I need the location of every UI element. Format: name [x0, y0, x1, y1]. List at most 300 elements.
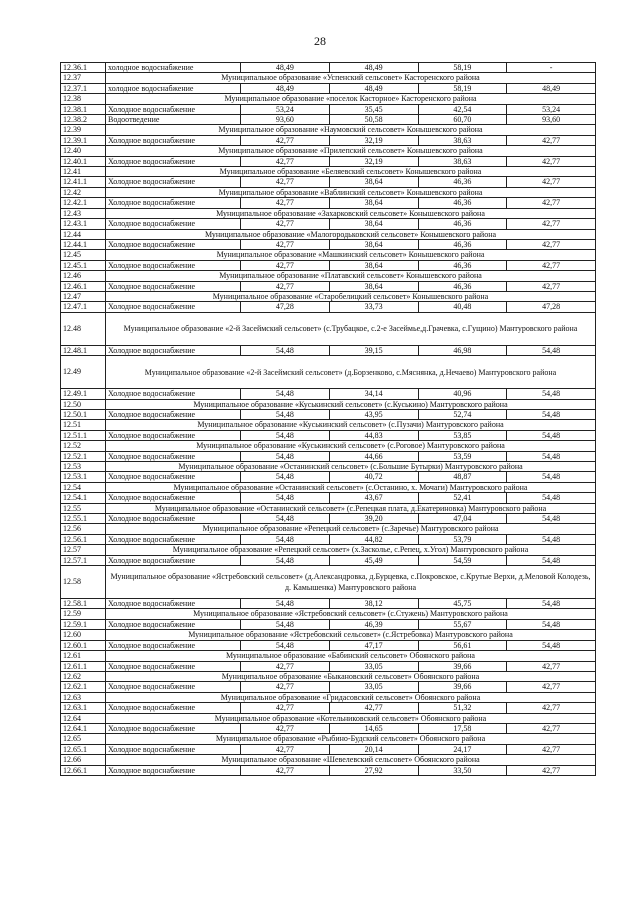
service-name: Холодное водоснабжение [106, 514, 241, 524]
service-row [61, 177, 596, 187]
tariff-value: 42,77 [241, 219, 330, 229]
tariff-table [60, 62, 596, 776]
tariff-value: 48,49 [329, 83, 418, 93]
tariff-value: 55,67 [418, 619, 507, 629]
service-row [61, 661, 596, 671]
row-number: 12.53 [61, 462, 106, 472]
service-row [61, 534, 596, 544]
row-number: 12.39 [61, 125, 106, 135]
row-number: 12.51.1 [61, 430, 106, 440]
service-name: Холодное водоснабжение [106, 472, 241, 482]
service-name: Холодное водоснабжение [106, 219, 241, 229]
row-number: 12.50.1 [61, 409, 106, 419]
service-row [61, 765, 596, 775]
page-number: 28 [314, 34, 326, 48]
service-row [61, 703, 596, 713]
service-row [61, 493, 596, 503]
tariff-value: 39,66 [418, 661, 507, 671]
service-name: Холодное водоснабжение [106, 409, 241, 419]
service-name: Холодное водоснабжение [106, 345, 241, 355]
tariff-value: 56,61 [418, 640, 507, 650]
tariff-value: 39,66 [418, 682, 507, 692]
service-name: Холодное водоснабжение [106, 640, 241, 650]
tariff-value: 54,48 [241, 472, 330, 482]
tariff-value: 48,49 [507, 83, 596, 93]
tariff-value: 39,15 [329, 345, 418, 355]
tariff-value: 42,77 [507, 239, 596, 249]
tariff-value: 43,67 [329, 493, 418, 503]
service-name: Холодное водоснабжение [106, 703, 241, 713]
municipality-header-row [61, 73, 596, 83]
tariff-value: 42,77 [241, 682, 330, 692]
tariff-value: 54,48 [507, 619, 596, 629]
row-number: 12.55.1 [61, 514, 106, 524]
tariff-value: 54,48 [241, 514, 330, 524]
tariff-value: 34,14 [329, 389, 418, 399]
municipality-header-row [61, 94, 596, 104]
municipality-title: Муниципальное образование «Репецкий сельсовет» (с.Заречье) Мантуровского района [106, 524, 596, 534]
service-row [61, 640, 596, 650]
municipality-title: Муниципальное образование «Куськинский сельсовет» (с.Роговое) Мантуровского района [106, 441, 596, 451]
service-name: Холодное водоснабжение [106, 765, 241, 775]
tariff-value: 42,77 [507, 281, 596, 291]
tariff-value: 42,77 [507, 177, 596, 187]
municipality-title: Муниципальное образование «2-й Засеймский сельсовет» (с.Трубацкое, с.2-е Засеймье,д.Грачевка, с.Гущино) Мантуровского района [106, 312, 596, 345]
tariff-value: 38,64 [329, 219, 418, 229]
service-name: Холодное водоснабжение [106, 619, 241, 629]
row-number: 12.44.1 [61, 239, 106, 249]
service-row [61, 302, 596, 312]
tariff-value: 45,75 [418, 599, 507, 609]
row-number: 12.60.1 [61, 640, 106, 650]
row-number: 12.49.1 [61, 389, 106, 399]
municipality-title: Муниципальное образование «Куськинский сельсовет» (с.Куськино) Мантуровского района [106, 399, 596, 409]
tariff-value: 44,83 [329, 430, 418, 440]
tariff-value: 46,98 [418, 345, 507, 355]
row-number: 12.45 [61, 250, 106, 260]
service-row [61, 409, 596, 419]
row-number: 12.62.1 [61, 682, 106, 692]
tariff-value: 32,19 [329, 135, 418, 145]
tariff-value: 53,24 [507, 104, 596, 114]
tariff-value: 42,77 [507, 682, 596, 692]
municipality-title: Муниципальное образование «Наумовский сельсовет» Конышевского района [106, 125, 596, 135]
row-number: 12.44 [61, 229, 106, 239]
municipality-header-row [61, 462, 596, 472]
tariff-value: 42,77 [241, 239, 330, 249]
service-row [61, 389, 596, 399]
tariff-value: 42,77 [241, 177, 330, 187]
service-name: Холодное водоснабжение [106, 451, 241, 461]
tariff-value: 42,77 [507, 156, 596, 166]
service-name: Холодное водоснабжение [106, 534, 241, 544]
row-number: 12.59.1 [61, 619, 106, 629]
tariff-value: 42,77 [241, 744, 330, 754]
tariff-value: 47,04 [418, 514, 507, 524]
municipality-title: Муниципальное образование «Ваблинский сельсовет» Конышевского района [106, 187, 596, 197]
row-number: 12.54 [61, 482, 106, 492]
tariff-value: 42,77 [241, 765, 330, 775]
municipality-header-row [61, 146, 596, 156]
service-name: Холодное водоснабжение [106, 555, 241, 565]
row-number: 12.63.1 [61, 703, 106, 713]
municipality-header-row [61, 651, 596, 661]
tariff-value: 44,82 [329, 534, 418, 544]
row-number: 12.52.1 [61, 451, 106, 461]
tariff-value: 54,48 [507, 451, 596, 461]
tariff-value: 46,36 [418, 239, 507, 249]
municipality-title: Муниципальное образование «Машкинский сельсовет» Конышевского района [106, 250, 596, 260]
service-name: Холодное водоснабжение [106, 682, 241, 692]
tariff-value: - [507, 63, 596, 73]
municipality-header-row [61, 734, 596, 744]
tariff-value: 38,64 [329, 281, 418, 291]
row-number: 12.59 [61, 609, 106, 619]
tariff-value: 54,48 [507, 472, 596, 482]
row-number: 12.64 [61, 713, 106, 723]
municipality-title: Муниципальное образование «Прилепский сельсовет» Конышевского района [106, 146, 596, 156]
tariff-value: 54,48 [241, 555, 330, 565]
tariff-value: 48,49 [241, 63, 330, 73]
service-row [61, 472, 596, 482]
tariff-value: 54,48 [507, 430, 596, 440]
row-number: 12.57.1 [61, 555, 106, 565]
tariff-value: 93,60 [507, 115, 596, 125]
row-number: 12.56.1 [61, 534, 106, 544]
row-number: 12.55 [61, 503, 106, 513]
tariff-value: 53,59 [418, 451, 507, 461]
service-row [61, 345, 596, 355]
tariff-value: 54,48 [507, 389, 596, 399]
service-row [61, 63, 596, 73]
row-number: 12.66 [61, 755, 106, 765]
service-name: Холодное водоснабжение [106, 260, 241, 270]
tariff-value: 39,20 [329, 514, 418, 524]
municipality-title: Муниципальное образование «Малогородьковский сельсовет» Конышевского района [106, 229, 596, 239]
tariff-value: 54,48 [507, 345, 596, 355]
municipality-header-row [61, 713, 596, 723]
municipality-title: Муниципальное образование «Старобелицкий сельсовет» Конышевского района [106, 291, 596, 301]
tariff-value: 42,77 [329, 703, 418, 713]
service-name: Холодное водоснабжение [106, 104, 241, 114]
tariff-value: 54,48 [241, 451, 330, 461]
service-name: Холодное водоснабжение [106, 599, 241, 609]
municipality-header-row [61, 271, 596, 281]
service-row [61, 744, 596, 754]
service-row [61, 451, 596, 461]
tariff-value: 14,65 [329, 723, 418, 733]
tariff-value: 38,63 [418, 156, 507, 166]
row-number: 12.52 [61, 441, 106, 451]
municipality-title: Муниципальное образование «Беляевский сельсовет» Конышевского района [106, 167, 596, 177]
row-number: 12.66.1 [61, 765, 106, 775]
row-number: 12.56 [61, 524, 106, 534]
tariff-value: 42,77 [507, 661, 596, 671]
tariff-value: 54,48 [241, 345, 330, 355]
service-row [61, 260, 596, 270]
tariff-value: 46,36 [418, 219, 507, 229]
tariff-value: 54,48 [241, 389, 330, 399]
tariff-value: 46,36 [418, 260, 507, 270]
tariff-value: 42,77 [507, 198, 596, 208]
service-name: Холодное водоснабжение [106, 302, 241, 312]
row-number: 12.54.1 [61, 493, 106, 503]
row-number: 12.65 [61, 734, 106, 744]
service-row [61, 156, 596, 166]
service-row [61, 430, 596, 440]
row-number: 12.58 [61, 566, 106, 599]
row-number: 12.42.1 [61, 198, 106, 208]
service-row [61, 682, 596, 692]
municipality-header-row [61, 503, 596, 513]
service-name: Водоотведение [106, 115, 241, 125]
row-number: 12.64.1 [61, 723, 106, 733]
tariff-value: 42,77 [507, 219, 596, 229]
service-row [61, 219, 596, 229]
service-row [61, 555, 596, 565]
tariff-value: 42,77 [241, 703, 330, 713]
tariff-table-body [61, 63, 596, 776]
tariff-value: 46,36 [418, 177, 507, 187]
row-number: 12.42 [61, 187, 106, 197]
row-number: 12.45.1 [61, 260, 106, 270]
row-number: 12.38 [61, 94, 106, 104]
municipality-header-row [61, 356, 596, 389]
tariff-value: 42,77 [507, 703, 596, 713]
municipality-title: Муниципальное образование «Рыбино-Будский сельсовет» Обоянского района [106, 734, 596, 744]
municipality-header-row [61, 187, 596, 197]
tariff-value: 33,73 [329, 302, 418, 312]
tariff-value: 42,77 [507, 765, 596, 775]
tariff-value: 53,79 [418, 534, 507, 544]
service-row [61, 281, 596, 291]
municipality-title: Муниципальное образование «Останинский сельсовет» (с.Останино, х. Мочаги) Мантуровского района [106, 482, 596, 492]
service-row [61, 514, 596, 524]
service-row [61, 723, 596, 733]
municipality-title: Муниципальное образование «Ястребовский сельсовет» (д.Александровка, д.Бурцевка, с.Покровское, с.Крутые Верхи, д.Меловой Колодезь, д. Камышенка) Мантуровского района [106, 566, 596, 599]
tariff-value: 48,49 [241, 83, 330, 93]
tariff-value: 54,48 [241, 493, 330, 503]
tariff-value: 20,14 [329, 744, 418, 754]
service-row [61, 599, 596, 609]
tariff-value: 54,59 [418, 555, 507, 565]
tariff-value: 42,77 [241, 723, 330, 733]
row-number: 12.41.1 [61, 177, 106, 187]
tariff-value: 42,77 [241, 198, 330, 208]
municipality-title: Муниципальное образование «Куськинский сельсовет» (с.Пузачи) Мантуровского района [106, 420, 596, 430]
municipality-title: Муниципальное образование «Останинский сельсовет» (с.Большие Бутырки) Мантуровского района [106, 462, 596, 472]
tariff-value: 43,95 [329, 409, 418, 419]
municipality-header-row [61, 545, 596, 555]
tariff-value: 54,48 [507, 493, 596, 503]
tariff-value: 54,48 [507, 409, 596, 419]
tariff-value: 52,41 [418, 493, 507, 503]
row-number: 12.43.1 [61, 219, 106, 229]
tariff-value: 46,39 [329, 619, 418, 629]
municipality-header-row [61, 312, 596, 345]
municipality-title: Муниципальное образование «Платавский сельсовет» Конышевского района [106, 271, 596, 281]
row-number: 12.49 [61, 356, 106, 389]
row-number: 12.65.1 [61, 744, 106, 754]
tariff-value: 54,48 [241, 599, 330, 609]
tariff-value: 24,17 [418, 744, 507, 754]
municipality-title: Муниципальное образование «Ястребовский сельсовет» (с.Стужень) Мантуровского района [106, 609, 596, 619]
tariff-value: 54,48 [507, 599, 596, 609]
tariff-value: 54,48 [241, 409, 330, 419]
service-name: Холодное водоснабжение [106, 281, 241, 291]
service-row [61, 239, 596, 249]
municipality-title: Муниципальное образование «Ястребовский сельсовет» (с.Ястребовка) Мантуровского района [106, 630, 596, 640]
tariff-value: 47,17 [329, 640, 418, 650]
service-row [61, 115, 596, 125]
tariff-value: 27,92 [329, 765, 418, 775]
tariff-value: 52,74 [418, 409, 507, 419]
tariff-value: 40,48 [418, 302, 507, 312]
tariff-value: 48,49 [329, 63, 418, 73]
municipality-title: Муниципальное образование «2-й Засеймский сельсовет» (д.Борзенково, с.Мяснянка, д.Нечаево) Мантуровского района [106, 356, 596, 389]
tariff-value: 40,96 [418, 389, 507, 399]
service-name: Холодное водоснабжение [106, 177, 241, 187]
row-number: 12.38.2 [61, 115, 106, 125]
service-name: Холодное водоснабжение [106, 198, 241, 208]
service-name: Холодное водоснабжение [106, 135, 241, 145]
service-name: Холодное водоснабжение [106, 389, 241, 399]
tariff-value: 38,64 [329, 198, 418, 208]
tariff-value: 42,77 [507, 260, 596, 270]
row-number: 12.39.1 [61, 135, 106, 145]
row-number: 12.43 [61, 208, 106, 218]
row-number: 12.62 [61, 671, 106, 681]
tariff-value: 54,48 [507, 555, 596, 565]
municipality-title: Муниципальное образование «Бабинский сельсовет» Обоянского района [106, 651, 596, 661]
tariff-value: 50,58 [329, 115, 418, 125]
service-name: Холодное водоснабжение [106, 744, 241, 754]
municipality-title: Муниципальное образование «Останинский сельсовет» (с.Репецкая плата, д.Екатериновка) Мантуровского района [106, 503, 596, 513]
service-name: Холодное водоснабжение [106, 239, 241, 249]
row-number: 12.37.1 [61, 83, 106, 93]
service-row [61, 619, 596, 629]
tariff-value: 38,64 [329, 177, 418, 187]
service-name: Холодное водоснабжение [106, 430, 241, 440]
row-number: 12.47.1 [61, 302, 106, 312]
tariff-value: 38,12 [329, 599, 418, 609]
row-number: 12.36.1 [61, 63, 106, 73]
tariff-value: 40,72 [329, 472, 418, 482]
service-name: Холодное водоснабжение [106, 723, 241, 733]
municipality-title: Муниципальное образование «Гридасовский сельсовет» Обоянского района [106, 692, 596, 702]
municipality-header-row [61, 692, 596, 702]
municipality-title: Муниципальное образование «Котельниковский сельсовет» Обоянского района [106, 713, 596, 723]
municipality-header-row [61, 609, 596, 619]
tariff-value: 53,24 [241, 104, 330, 114]
row-number: 12.41 [61, 167, 106, 177]
row-number: 12.40 [61, 146, 106, 156]
municipality-header-row [61, 208, 596, 218]
municipality-header-row [61, 755, 596, 765]
tariff-value: 42,77 [241, 661, 330, 671]
tariff-value: 42,77 [241, 281, 330, 291]
tariff-value: 42,77 [507, 744, 596, 754]
service-name: Холодное водоснабжение [106, 156, 241, 166]
row-number: 12.48 [61, 312, 106, 345]
municipality-title: Муниципальное образование «Шевелевский сельсовет» Обоянского района [106, 755, 596, 765]
municipality-header-row [61, 125, 596, 135]
service-name: холодное водоснабжение [106, 83, 241, 93]
tariff-value: 44,66 [329, 451, 418, 461]
tariff-value: 42,77 [241, 135, 330, 145]
service-name: холодное водоснабжение [106, 63, 241, 73]
tariff-value: 32,19 [329, 156, 418, 166]
tariff-value: 58,19 [418, 63, 507, 73]
row-number: 12.46 [61, 271, 106, 281]
tariff-value: 42,54 [418, 104, 507, 114]
tariff-value: 60,70 [418, 115, 507, 125]
tariff-value: 17,58 [418, 723, 507, 733]
tariff-value: 42,77 [507, 723, 596, 733]
row-number: 12.61 [61, 651, 106, 661]
row-number: 12.38.1 [61, 104, 106, 114]
tariff-value: 38,64 [329, 239, 418, 249]
tariff-value: 54,48 [241, 619, 330, 629]
municipality-header-row [61, 441, 596, 451]
tariff-value: 54,48 [507, 640, 596, 650]
row-number: 12.47 [61, 291, 106, 301]
municipality-header-row [61, 630, 596, 640]
row-number: 12.53.1 [61, 472, 106, 482]
tariff-value: 42,77 [507, 135, 596, 145]
tariff-value: 35,45 [329, 104, 418, 114]
service-row [61, 83, 596, 93]
tariff-value: 46,36 [418, 281, 507, 291]
tariff-value: 42,77 [241, 260, 330, 270]
municipality-header-row [61, 167, 596, 177]
municipality-header-row [61, 229, 596, 239]
municipality-header-row [61, 482, 596, 492]
row-number: 12.51 [61, 420, 106, 430]
tariff-value: 93,60 [241, 115, 330, 125]
municipality-header-row [61, 291, 596, 301]
municipality-title: Муниципальное образование «Успенский сельсовет» Касторенского района [106, 73, 596, 83]
municipality-title: Муниципальное образование «поселок Касторное» Касторенского района [106, 94, 596, 104]
service-row [61, 198, 596, 208]
tariff-value: 54,48 [241, 430, 330, 440]
municipality-title: Муниципальное образование «Репецкий сельсовет» (х.Засколье, с.Репец, х.Угол) Мантуровского района [106, 545, 596, 555]
row-number: 12.40.1 [61, 156, 106, 166]
tariff-value: 33,05 [329, 682, 418, 692]
municipality-header-row [61, 420, 596, 430]
municipality-title: Муниципальное образование «Захарковский сельсовет» Конышевского района [106, 208, 596, 218]
municipality-header-row [61, 671, 596, 681]
row-number: 12.60 [61, 630, 106, 640]
row-number: 12.61.1 [61, 661, 106, 671]
tariff-value: 53,85 [418, 430, 507, 440]
tariff-value: 46,36 [418, 198, 507, 208]
tariff-value: 54,48 [507, 514, 596, 524]
tariff-value: 54,48 [507, 534, 596, 544]
municipality-header-row [61, 250, 596, 260]
row-number: 12.48.1 [61, 345, 106, 355]
row-number: 12.50 [61, 399, 106, 409]
municipality-title: Муниципальное образование «Быкановский сельсовет» Обоянского района [106, 671, 596, 681]
tariff-value: 33,05 [329, 661, 418, 671]
tariff-value: 47,28 [241, 302, 330, 312]
tariff-value: 48,87 [418, 472, 507, 482]
service-name: Холодное водоснабжение [106, 661, 241, 671]
tariff-value: 38,63 [418, 135, 507, 145]
row-number: 12.37 [61, 73, 106, 83]
municipality-header-row [61, 399, 596, 409]
tariff-value: 58,19 [418, 83, 507, 93]
